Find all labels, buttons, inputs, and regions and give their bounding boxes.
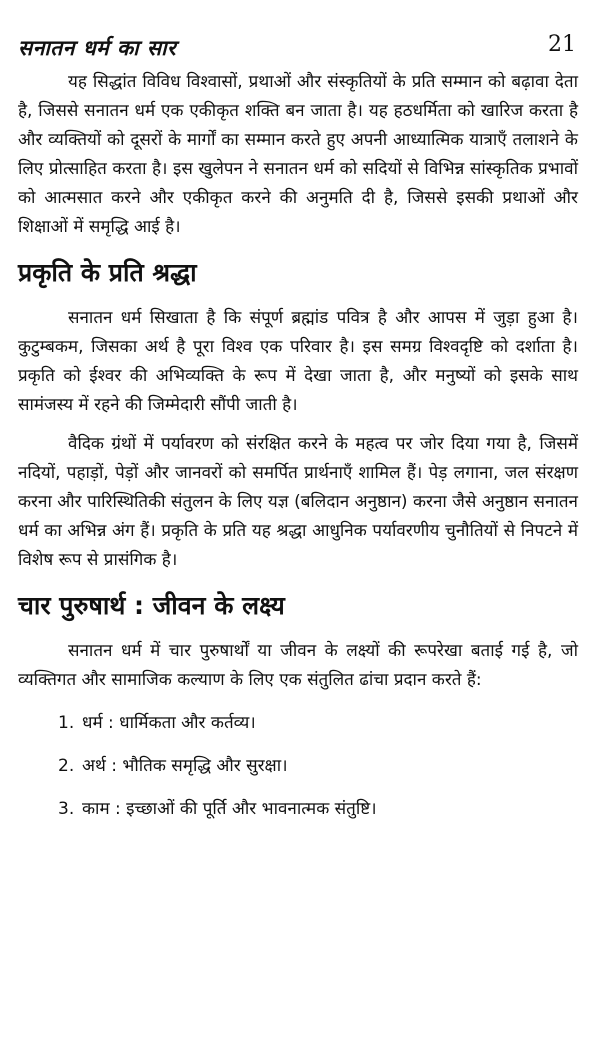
running-title: सनातन धर्म का सार <box>18 36 177 60</box>
section2-paragraph: सनातन धर्म में चार पुरुषार्थों या जीवन के लक्ष्यों की रूपरेखा बताई गई है, जो व्यक्तिगत और सामाजिक कल्याण के लिए एक संतुलित ढांचा प्रदान करते हैं: <box>18 641 578 690</box>
purusharthas-list <box>18 709 578 824</box>
list-item-number: 1. <box>58 713 75 733</box>
list-item <box>58 752 578 781</box>
section1-paragraph: सनातन धर्म सिखाता है कि संपूर्ण ब्रह्मांड पवित्र है और आपस में जुड़ा हुआ है। कुटुम्बकम, जिसका अर्थ है पूरा विश्व एक परिवार है। इस समग्र विश्वदृष्टि को दर्शाता है। प्रकृति को ईश्वर की अभिव्यक्ति के रूप में देखा जाता है, और मनुष्यों को इसके साथ सामंजस्य में रहने की जिम्मेदारी सौंपी जाती है। <box>18 308 578 415</box>
running-header <box>18 30 578 68</box>
section1-paragraph: वैदिक ग्रंथों में पर्यावरण को संरक्षित करने के महत्व पर जोर दिया गया है, जिसमें नदियों, पहाड़ों, पेड़ों और जानवरों को समर्पित प्रार्थनाएँ शामिल हैं। पेड़ लगाना, जल संरक्षण करना और पारिस्थितिकी संतुलन के लिए यज्ञ (बलिदान अनुष्ठान) करना जैसे अनुष्ठान सनातन धर्म का अभिन्न अंग हैं। प्रकृति के प्रति यह श्रद्धा आधुनिक पर्यावरणीय चुनौतियों से निपटने में विशेष रूप से प्रासंगिक है। <box>18 434 578 570</box>
section-heading-four-purusharthas: चार पुरुषार्थ : जीवन के लक्ष्य <box>18 591 285 620</box>
list-item-text: काम : इच्छाओं की पूर्ति और भावनात्मक संतुष्टि। <box>82 799 377 819</box>
page-number: 21 <box>548 32 576 57</box>
section-heading-reverence-for-nature: प्रकृति के प्रति श्रद्धा <box>18 258 197 287</box>
list-item <box>58 709 578 738</box>
list-item <box>58 795 578 824</box>
list-item-number: 3. <box>58 799 75 819</box>
list-item-number: 2. <box>58 756 75 776</box>
list-item-text: अर्थ : भौतिक समृद्धि और सुरक्षा। <box>82 756 288 776</box>
intro-paragraph: यह सिद्धांत विविध विश्वासों, प्रथाओं और संस्कृतियों के प्रति सम्मान को बढ़ावा देता है, जिससे सनातन धर्म एक एकीकृत शक्ति बन जाता है। यह हठधर्मिता को खारिज करता है और व्यक्तियों को दूसरों के मार्गों का सम्मान करते हुए अपनी आध्यात्मिक यात्राएँ तलाशने के लिए प्रोत्साहित करता है। इस खुलेपन ने सनातन धर्म को सदियों से विभिन्न सांस्कृतिक प्रभावों को आत्मसात करने और एकीकृत करने की अनुमति दी है, जिससे इसकी प्रथाओं और शिक्षाओं में समृद्धि आई है। <box>18 72 578 237</box>
list-item-text: धर्म : धार्मिकता और कर्तव्य। <box>82 713 256 733</box>
